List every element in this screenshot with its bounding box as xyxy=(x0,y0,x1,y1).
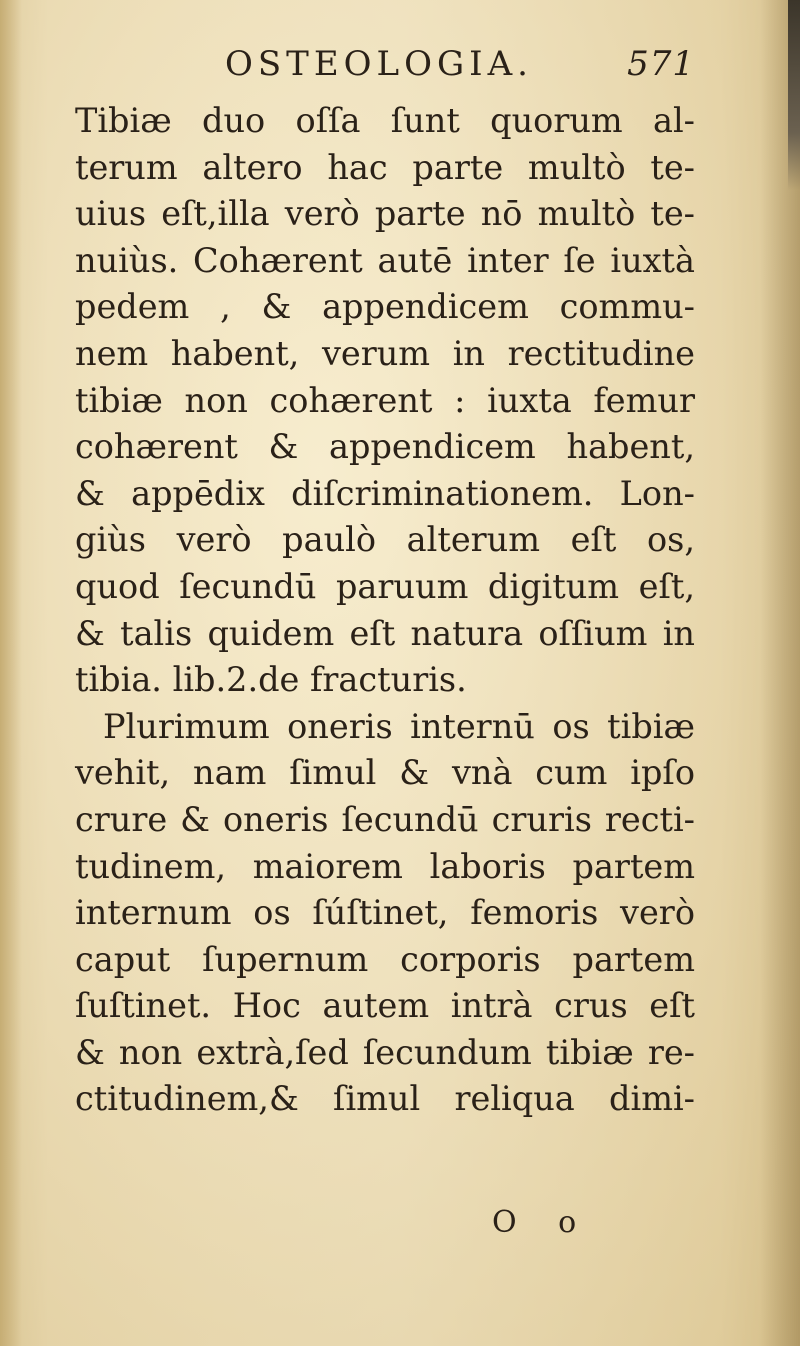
body-text xyxy=(75,98,695,1123)
catchword: O o xyxy=(492,1205,593,1240)
page-number: 571 xyxy=(627,44,695,84)
page-left-edge xyxy=(0,0,22,1346)
text-line: pedem , & appendicem commu- xyxy=(75,287,695,327)
text-line: tibia. lib.2.de fracturis. xyxy=(75,660,467,700)
text-line: crure & oneris ſecundū cruris recti- xyxy=(75,799,695,839)
text-line: & talis quidem eſt natura oſſium in xyxy=(75,613,695,653)
text-line: Tibiæ duo oſſa ſunt quorum al- xyxy=(75,101,695,140)
text-line: vehit, nam ſimul & vnà cum ipſo xyxy=(75,753,695,793)
text-line: nuiùs. Cohærent autē inter ſe iuxtà xyxy=(75,240,695,280)
text-line: & appēdix diſcriminationem. Lon- xyxy=(75,473,695,513)
text-line: tibiæ non cohærent : iuxta femur xyxy=(75,380,695,420)
text-line: cohærent & appendicem habent, xyxy=(75,427,695,467)
text-line: ſuſtinet. Hoc autem intrà crus eſt xyxy=(75,986,695,1026)
text-line: terum altero hac parte multò te- xyxy=(75,147,695,187)
text-line: tudinem, maiorem laboris partem xyxy=(75,846,695,886)
paragraph-1 xyxy=(75,98,695,704)
running-title: OSTEOLOGIA. xyxy=(225,44,533,84)
text-line: Plurimum oneris internū os tibiæ xyxy=(103,706,695,746)
text-line: nem habent, verum in rectitudine xyxy=(75,333,695,373)
text-line: caput ſupernum corporis partem xyxy=(75,939,695,979)
binding-edge xyxy=(788,0,800,190)
text-line: ctitudinem,& ſimul reliqua dimi- xyxy=(75,1079,695,1119)
text-line: & non extrà,ſed ſecundum tibiæ re- xyxy=(75,1032,695,1072)
text-line: uius eſt,illa verò parte nō multò te- xyxy=(75,194,695,234)
page-header xyxy=(225,44,695,96)
text-line: internum os ſúſtinet, femoris verò xyxy=(75,893,695,933)
text-line: giùs verò paulò alterum eſt os, xyxy=(75,520,695,560)
text-line: quod ſecundū paruum digitum eſt, xyxy=(75,566,695,606)
page-gutter-shadow xyxy=(760,0,800,1346)
paragraph-2 xyxy=(75,704,695,1123)
